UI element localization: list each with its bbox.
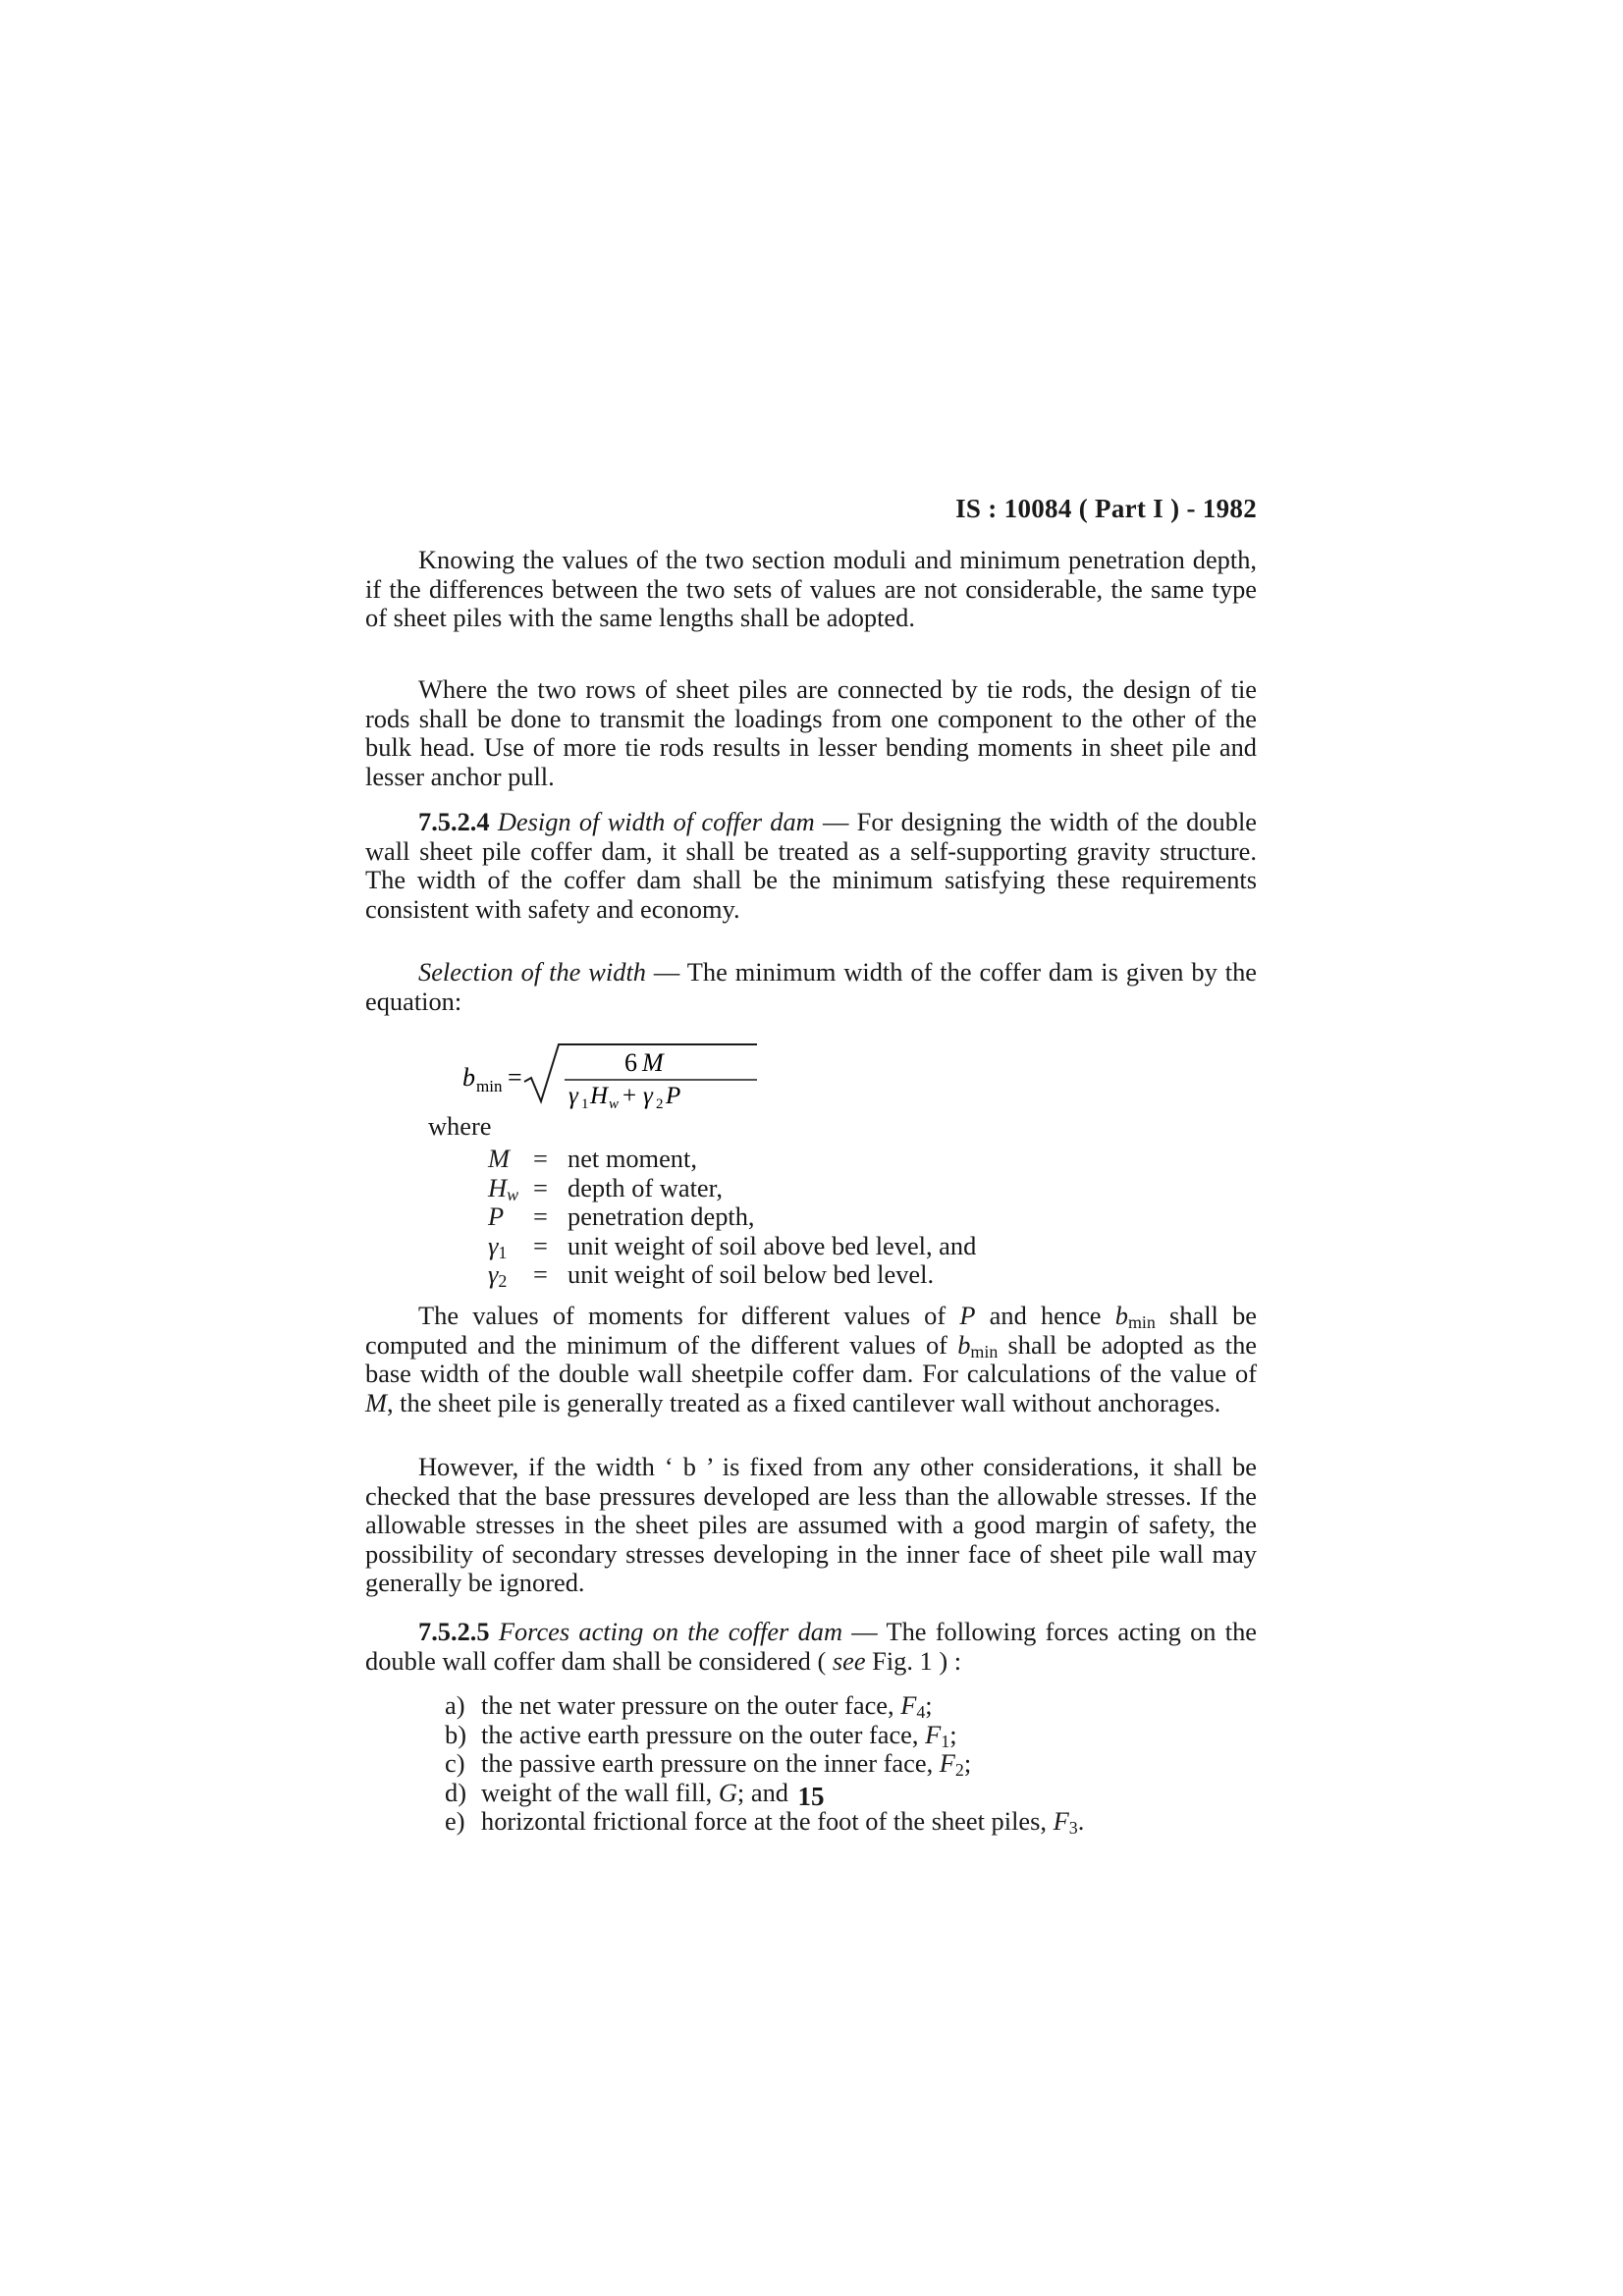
radical-sign <box>524 1044 757 1101</box>
subsection-title-selection-width: Selection of the width <box>418 957 646 987</box>
list-marker: b) <box>445 1719 466 1749</box>
list-marker: c) <box>445 1748 465 1779</box>
eq-den-gamma2: γ <box>643 1083 653 1109</box>
list-item-text: horizontal frictional force at the foot of the sheet piles, $F_3$. <box>481 1806 1085 1839</box>
list-marker: e) <box>445 1806 465 1837</box>
section-title-design-width: Design of width of coffer dam <box>497 807 815 836</box>
symbol-equals: = <box>533 1259 548 1290</box>
list-item-text: weight of the wall fill, G; and <box>481 1777 788 1807</box>
symbol-definition: unit weight of soil below bed level. <box>568 1259 935 1290</box>
section-number-7-5-2-4: 7.5.2.4 <box>418 807 490 836</box>
eq-den-gamma1-sub: 1 <box>581 1096 589 1112</box>
list-marker: a) <box>445 1690 465 1720</box>
symbol-definition: penetration depth, <box>568 1201 755 1232</box>
symbol-Hw: $H_w$ <box>488 1172 519 1204</box>
forces-list <box>445 1691 1257 1837</box>
list-item <box>445 1749 1257 1779</box>
list-marker: d) <box>445 1777 466 1807</box>
symbol-row <box>488 1232 1175 1261</box>
section-body-design-width: — For designing the width of the double wall sheet pile coffer dam, it shall be treated as a self-supporting gravity structure. The width of the coffer dam shall be the minimum satisfying these requirements consistent with safety and economy. <box>365 807 1257 924</box>
symbol-gamma1: $\gamma_1$ <box>488 1230 508 1262</box>
eq-den-plus: + <box>622 1083 637 1109</box>
eq-lhs-sub: min <box>476 1077 503 1095</box>
symbol-equals: = <box>533 1144 548 1173</box>
symbol-equals: = <box>533 1230 548 1260</box>
eq-den-P: P <box>666 1083 681 1109</box>
symbol-M: M <box>488 1144 510 1173</box>
standard-reference-header: IS : 10084 ( Part I ) - 1982 <box>955 494 1257 523</box>
bmin-equation-graphic <box>462 1039 855 1113</box>
symbol-definition: net moment, <box>568 1144 697 1173</box>
eq-den-H: H <box>590 1083 609 1109</box>
eq-numerator-6: 6 <box>624 1048 637 1077</box>
symbol-equals: = <box>533 1172 548 1202</box>
eq-equals: = <box>508 1063 522 1092</box>
symbol-definition: depth of water, <box>568 1172 723 1202</box>
symbol-row <box>488 1260 1175 1290</box>
paragraph-moments-bmin: The values of moments for different values of P and hence $b_{min}$ shall be computed and the minimum of the different values of $b_{min}$ shall be adopted as the base width of the double wall sheetpile coffer dam. For calculations of the value of M, the sheet pile is generally treated as a fixed cantilever wall without anchorages. <box>365 1301 1257 1417</box>
eq-den-gamma2-sub: 2 <box>656 1096 664 1112</box>
symbol-row <box>488 1202 1175 1232</box>
symbol-gamma2: $\gamma_2$ <box>488 1259 508 1292</box>
eq-den-H-sub: w <box>609 1096 620 1112</box>
symbol-definitions <box>488 1145 1175 1290</box>
paragraph-design-width <box>365 808 1257 924</box>
list-item-text: the active earth pressure on the outer face, $F_1$; <box>481 1719 957 1751</box>
symbol-equals: = <box>533 1201 548 1232</box>
section-title-forces-acting: Forces acting on the coffer dam <box>498 1617 843 1646</box>
list-item <box>445 1721 1257 1750</box>
paragraph-forces-acting: 7.5.2.5 Forces acting on the coffer dam — The following forces acting on the double wall coffer dam shall be considered ( see Fig. 1 ) : <box>365 1617 1257 1676</box>
symbol-P: P <box>488 1201 505 1232</box>
paragraph-selection-width <box>365 958 1257 1016</box>
paragraph-tie-rods: Where the two rows of sheet piles are connected by tie rods, the design of tie rods shall be done to transmit the loadings from one component to the other of the bulk head. Use of more tie rods results in lesser bending moments in sheet pile and lesser anchor pull. <box>365 674 1257 791</box>
eq-den-gamma1: γ <box>568 1083 578 1109</box>
where-label: where <box>428 1111 492 1141</box>
bmin-equation <box>462 1039 855 1113</box>
paragraph-section-moduli: Knowing the values of the two section moduli and minimum penetration depth, if the differences between the two sets of values are not considerable, the same type of sheet piles with the same lengths shall be adopted. <box>365 545 1257 633</box>
eq-numerator-M: M <box>642 1048 664 1077</box>
paragraph-allowable-stresses: However, if the width ‘ b ’ is fixed from any other considerations, it shall be checked that the base pressures developed are less than the allowable stresses. If the allowable stresses in the sheet piles are assumed with a good margin of safety, the possibility of secondary stresses developing in the inner face of sheet pile wall may generally be ignored. <box>365 1452 1257 1598</box>
eq-lhs-var: b <box>462 1063 475 1092</box>
list-item <box>445 1807 1257 1837</box>
symbol-row <box>488 1145 1175 1174</box>
subsection-body-selection-width: — The minimum width of the coffer dam is given by the equation: <box>365 957 1257 1016</box>
section-number-7-5-2-5: 7.5.2.5 <box>418 1617 490 1646</box>
list-item-text: the net water pressure on the outer face, $F_4$; <box>481 1690 933 1722</box>
symbol-row <box>488 1174 1175 1203</box>
page-number: 15 <box>797 1782 825 1811</box>
list-item-text: the passive earth pressure on the inner face, $F_2$; <box>481 1748 972 1781</box>
symbol-definition: unit weight of soil above bed level, and <box>568 1230 977 1260</box>
list-item <box>445 1691 1257 1721</box>
